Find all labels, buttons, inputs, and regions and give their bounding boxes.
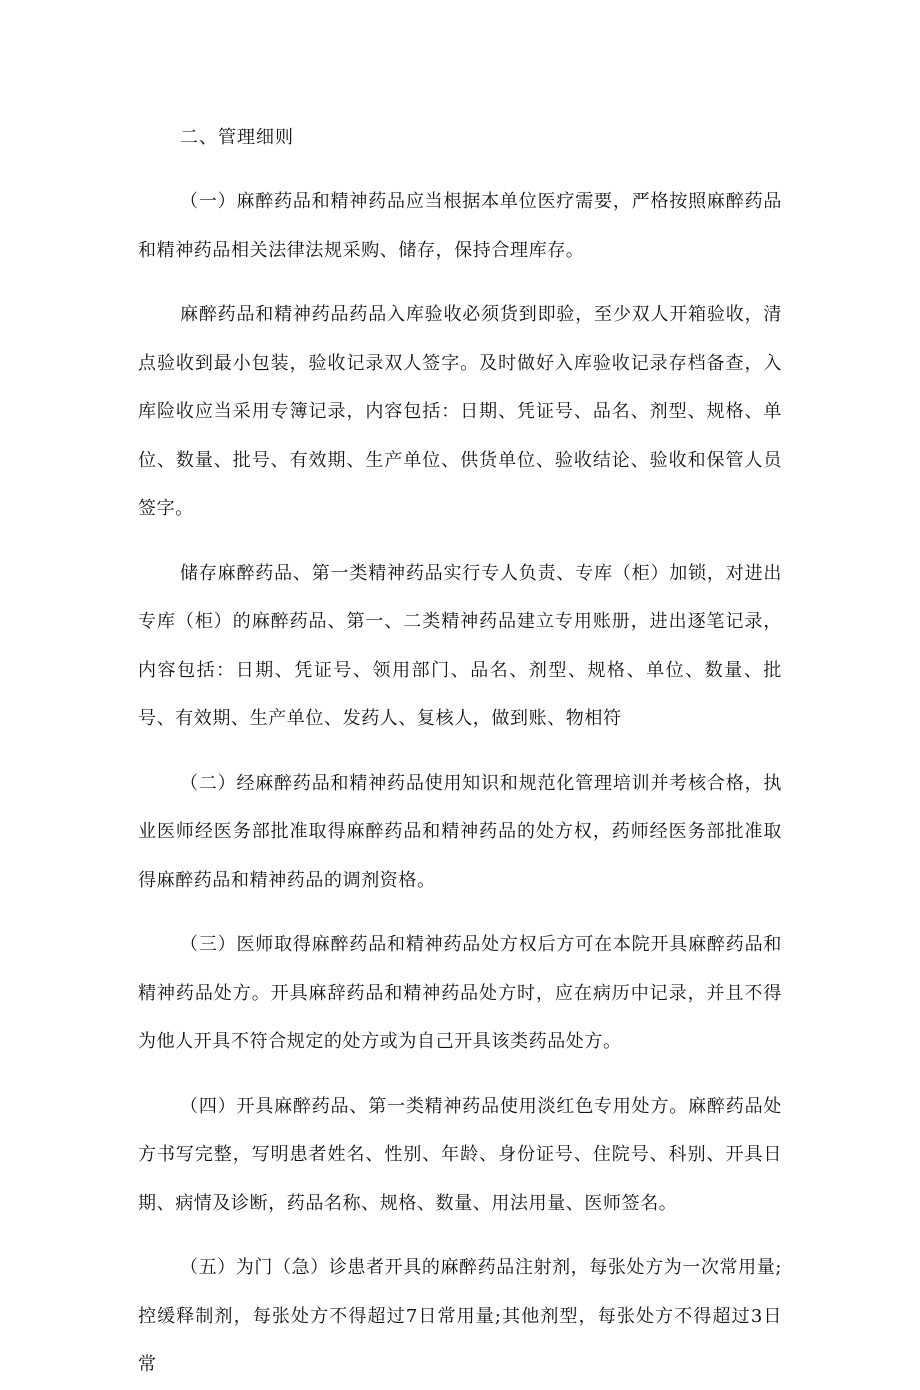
paragraph-qualification: （二）经麻醉药品和精神药品使用知识和规范化管理培训并考核合格，执业医师经医务部批准取得麻醉药品和精神药品的处方权，药师经医务部批准取得麻醉药品和精神药品的调剂资格。 [138,772,782,891]
paragraph-storage: 储存麻醉药品、第一类精神药品实行专人负责、专库（柜）加锁，对进出专库（柜）的麻醉药品、第一、二类精神药品建立专用账册，进出逐笔记录，内容包括：日期、凭证号、领用部门、品名、剂型、规格、单位、数量、批号、有效期、生产单位、发药人、复核人，做到账、物相符 [138,562,782,729]
paragraph-inbound-inspection: 麻醉药品和精神药品药品入库验收必须货到即验，至少双人开箱验收，清点验收到最小包装，验收记录双人签字。及时做好入库验收记录存档备查，入库险收应当采用专簿记录，内容包括：日期、凭证号、品名、剂型、规格、单位、数量、批号、有效期、生产单位、供货单位、验收结论、验收和保管人员签字。 [138,304,782,519]
paragraph-prescribing-rights: （三）医师取得麻醉药品和精神药品处方权后方可在本院开具麻醉药品和精神药品处方。开具麻辞药品和精神药品处方时，应在病历中记录，并且不得为他人开具不符合规定的处方或为自己开具该类药品处方。 [138,934,782,1052]
paragraph-dosage-limits: （五）为门（急）诊患者开具的麻醉药品注射剂，每张处方为一次常用量;控缓释制剂，每张处方不得超过7日常用量;其他剂型，每张处方不得超过3日常 [138,1257,782,1375]
paragraph-procurement: （一）麻醉药品和精神药品应当根据本单位医疗需要，严格按照麻醉药品和精神药品相关法律法规采购、储存，保持合理库存。 [138,191,782,261]
paragraph-prescription-form: （四）开具麻醉药品、第一类精神药品使用淡红色专用处方。麻醉药品处方书写完整，写明患者姓名、性别、年龄、身份证号、住院号、科别、开具日期、病情及诊断，药品名称、规格、数量、用法用量、医师签名。 [138,1095,782,1214]
section-heading: 二、管理细则 [180,127,294,148]
